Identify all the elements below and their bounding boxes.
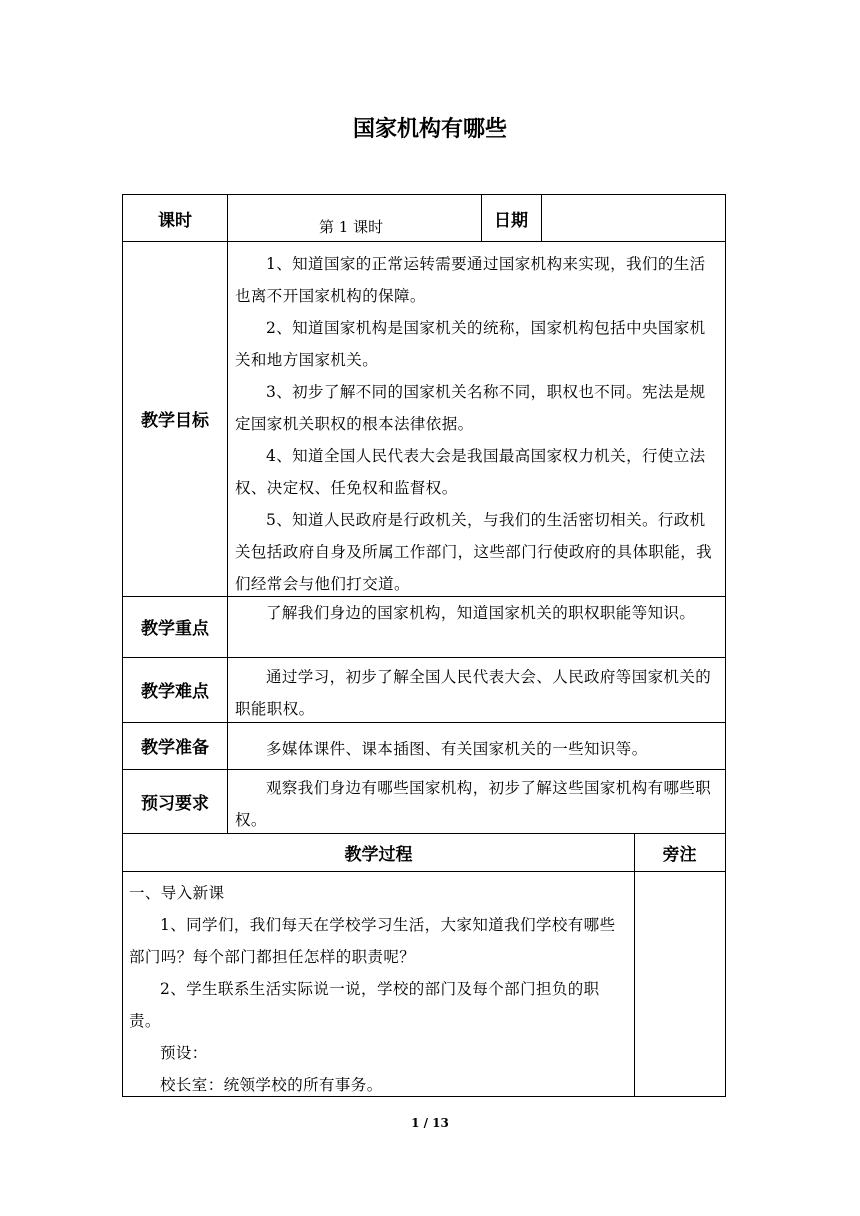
preparation-text-cell <box>235 733 719 765</box>
page-indicator: 1 / 13 <box>411 1116 449 1130</box>
difficulty-text-cell <box>235 661 719 725</box>
goal-item: 5、知道人民政府是行政机关，与我们的生活密切相关。行政机关包括政府自身及所属工作部门，这些部门行使政府的具体职能，我们经常会与他们打交道。 <box>235 511 713 593</box>
column-divider <box>227 195 228 833</box>
goals-list <box>235 248 719 600</box>
goals-label: 教学目标 <box>141 411 209 431</box>
goal-item: 4、知道全国人民代表大会是我国最高国家权力机关，行使立法权、决定权、任免权和监督权。 <box>235 447 706 497</box>
preview-text: 观察我们身边有哪些国家机构，初步了解这些国家机构有哪些职权。 <box>235 779 712 829</box>
column-divider <box>541 195 542 241</box>
lesson-label: 课时 <box>158 210 192 231</box>
key-points-text: 了解我们身边的国家机构，知道国家机关的职权职能等知识。 <box>266 604 696 622</box>
preview-text-cell <box>235 772 719 836</box>
section-title: 一、导入新课 <box>129 884 225 902</box>
goal-item: 2、知道国家机构是国家机关的统称，国家机构包括中央国家机关和地方国家机关。 <box>235 319 706 369</box>
column-divider <box>634 833 635 1096</box>
difficulty-label: 教学难点 <box>141 682 209 702</box>
preparation-label: 教学准备 <box>141 738 209 758</box>
process-content <box>129 877 629 1101</box>
key-points-label: 教学重点 <box>141 619 209 639</box>
lesson-plan-table <box>122 194 726 1097</box>
key-points-text-cell <box>235 597 719 629</box>
notes-header: 旁注 <box>662 844 697 865</box>
process-header: 教学过程 <box>344 844 413 865</box>
process-paragraph: 1、同学们，我们每天在学校学习生活，大家知道我们学校有哪些部门吗？每个部门都担任怎样的职责呢？ <box>129 916 616 966</box>
process-paragraph: 校长室：统领学校的所有事务。 <box>160 1076 383 1094</box>
goal-item: 3、初步了解不同的国家机关名称不同，职权也不同。宪法是规定国家机关职权的根本法律依据。 <box>235 383 706 433</box>
preview-label: 预习要求 <box>141 793 209 814</box>
process-paragraph: 预设： <box>160 1044 208 1062</box>
lesson-value: 第 1 课时 <box>319 218 384 236</box>
preparation-text: 多媒体课件、课本插图、有关国家机关的一些知识等。 <box>266 740 648 758</box>
document-title: 国家机构有哪些 <box>352 117 507 142</box>
process-paragraph: 2、学生联系生活实际说一说，学校的部门及每个部门担负的职责。 <box>129 980 600 1030</box>
difficulty-text: 通过学习，初步了解全国人民代表大会、人民政府等国家机关的职能职权。 <box>235 668 712 718</box>
date-label: 日期 <box>494 210 528 231</box>
goal-item: 1、知道国家的正常运转需要通过国家机构来实现，我们的生活也离不开国家机构的保障。 <box>235 255 706 305</box>
